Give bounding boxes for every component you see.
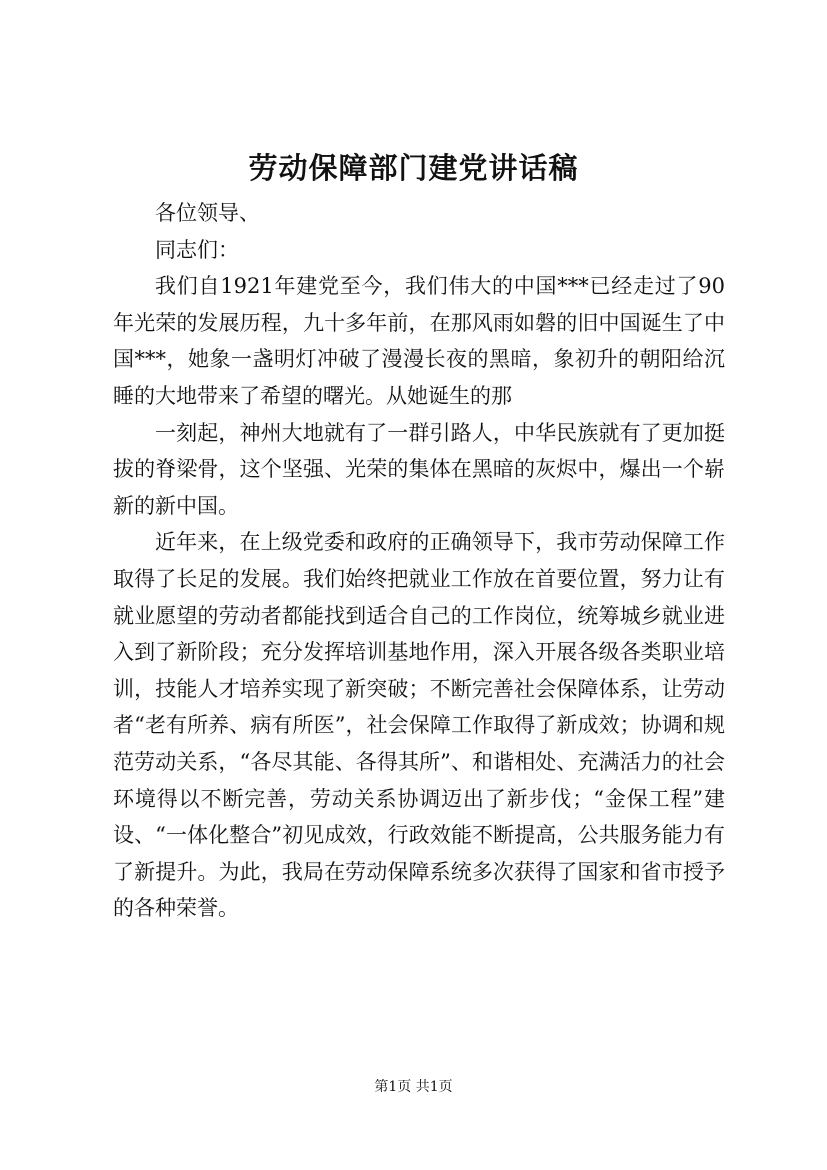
paragraph-2: 一刻起，神州大地就有了一群引路人，中华民族就有了更加挺拔的脊梁骨，这个坚强、光荣的集体在黑暗的灰烬中，爆出一个崭新的新中国。 bbox=[113, 420, 725, 518]
page-footer: 第1页 共1页 bbox=[374, 1079, 453, 1095]
paragraph-3: 近年来，在上级党委和政府的正确领导下，我市劳动保障工作取得了长足的发展。我们始终把就业工作放在首要位置，努力让有就业愿望的劳动者都能找到适合自己的工作岗位，统筹城乡就业进入到了新阶段；充分发挥培训基地作用，深入开展各级各类职业培训，技能人才培养实现了新突破；不断完善社会保障体系，让劳动者“老有所养、病有所医”，社会保障工作取得了新成效；协调和规范劳动关系，“各尽其能、各得其所”、和谐相处、充满活力的社会环境得以不断完善，劳动关系协调迈出了新步伐；“金保工程”建设、“一体化整合”初见成效，行政效能不断提高，公共服务能力有了新提升。为此，我局在劳动保障系统多次获得了国家和省市授予的各种荣誉。 bbox=[113, 530, 725, 921]
salutation-line-1: 各位领导、 bbox=[155, 201, 260, 225]
document-title: 劳动保障部门建党讲话稿 bbox=[248, 151, 579, 185]
document-body bbox=[113, 195, 725, 927]
salutation-line-2: 同志们： bbox=[155, 237, 239, 262]
paragraph-1: 我们自1921年建党至今，我们伟大的中国***已经走过了90年光荣的发展历程，九十多年前，在那风雨如磐的旧中国诞生了中国***，她象一盏明灯冲破了漫漫长夜的黑暗，象初升的朝阳给沉睡的大地带来了希望的曙光。从她诞生的那 bbox=[113, 274, 725, 408]
